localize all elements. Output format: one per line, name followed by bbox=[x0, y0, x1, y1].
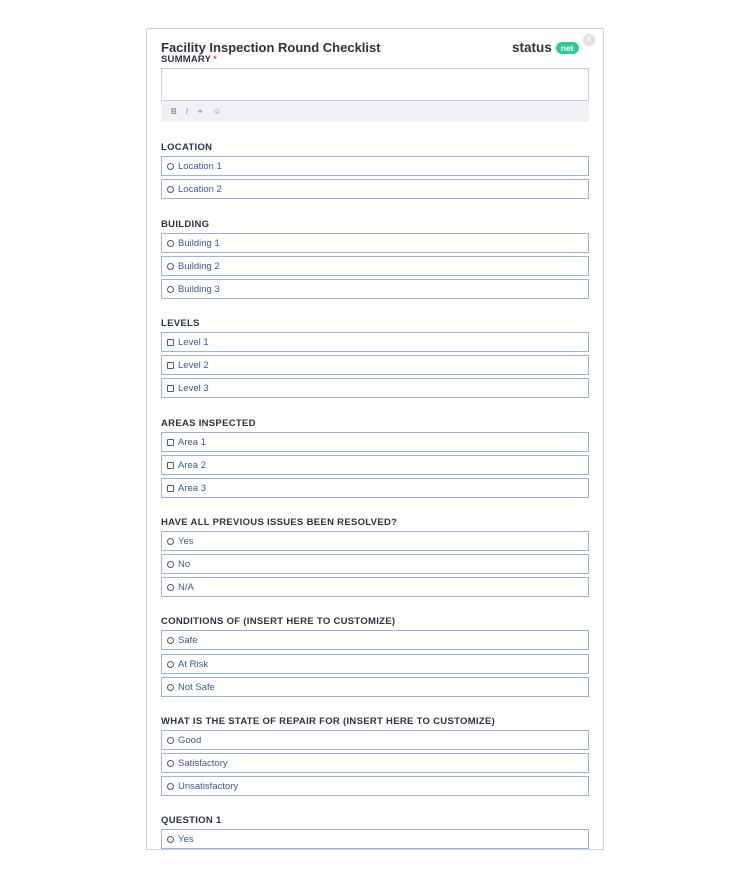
option-level-3[interactable] bbox=[161, 378, 589, 398]
option-resolved-na[interactable] bbox=[161, 577, 589, 597]
option-label: Satisfactory bbox=[178, 757, 228, 769]
option-label: Yes bbox=[178, 833, 194, 845]
brand-logo bbox=[512, 40, 579, 55]
option-repair-unsatisfactory[interactable] bbox=[161, 776, 589, 796]
summary-label bbox=[161, 54, 217, 65]
option-condition-at-risk[interactable] bbox=[161, 654, 589, 674]
section-building-label: BUILDING bbox=[161, 219, 210, 230]
radio-icon bbox=[167, 561, 174, 568]
option-label: Area 1 bbox=[178, 436, 206, 448]
option-label: Safe bbox=[178, 634, 198, 646]
option-label: Level 3 bbox=[178, 382, 209, 394]
section-levels-label: LEVELS bbox=[161, 318, 200, 329]
radio-icon bbox=[167, 760, 174, 767]
section-repair-label: WHAT IS THE STATE OF REPAIR FOR (INSERT HERE TO CUSTOMIZE) bbox=[161, 716, 496, 727]
option-level-1[interactable] bbox=[161, 332, 589, 352]
option-label: At Risk bbox=[178, 658, 209, 670]
option-area-3[interactable] bbox=[161, 478, 589, 498]
option-label: No bbox=[178, 558, 191, 570]
option-label: Not Safe bbox=[178, 681, 215, 693]
section-location-label: LOCATION bbox=[161, 142, 213, 153]
radio-icon bbox=[167, 263, 174, 270]
option-label: Area 3 bbox=[178, 482, 206, 494]
option-label: Unsatisfactory bbox=[178, 780, 239, 792]
option-label: Building 3 bbox=[178, 283, 220, 295]
section-conditions-label: CONDITIONS OF (INSERT HERE TO CUSTOMIZE) bbox=[161, 616, 396, 627]
checkbox-icon bbox=[167, 362, 174, 369]
option-building-1[interactable] bbox=[161, 233, 589, 253]
summary-input[interactable] bbox=[161, 68, 589, 101]
link-icon[interactable]: ⚭ bbox=[197, 107, 204, 116]
option-area-2[interactable] bbox=[161, 455, 589, 475]
radio-icon bbox=[167, 186, 174, 193]
option-location-2[interactable] bbox=[161, 179, 589, 199]
form-title: Facility Inspection Round Checklist bbox=[161, 40, 381, 55]
option-resolved-yes[interactable] bbox=[161, 531, 589, 551]
emoji-icon[interactable]: ☺ bbox=[212, 107, 221, 116]
option-level-2[interactable] bbox=[161, 355, 589, 375]
radio-icon bbox=[167, 240, 174, 247]
radio-icon bbox=[167, 661, 174, 668]
brand-pill: net bbox=[556, 42, 579, 54]
option-repair-satisfactory[interactable] bbox=[161, 753, 589, 773]
checkbox-icon bbox=[167, 439, 174, 446]
brand-word: status bbox=[512, 40, 552, 55]
option-building-3[interactable] bbox=[161, 279, 589, 299]
option-repair-good[interactable] bbox=[161, 730, 589, 750]
close-icon[interactable]: × bbox=[583, 34, 595, 46]
radio-icon bbox=[167, 836, 174, 843]
option-label: Good bbox=[178, 734, 202, 746]
section-resolved-label: HAVE ALL PREVIOUS ISSUES BEEN RESOLVED? bbox=[161, 517, 398, 528]
radio-icon bbox=[167, 538, 174, 545]
radio-icon bbox=[167, 684, 174, 691]
bold-icon[interactable]: B bbox=[171, 107, 177, 116]
radio-icon bbox=[167, 737, 174, 744]
option-label: N/A bbox=[178, 581, 194, 593]
option-label: Yes bbox=[178, 535, 194, 547]
radio-icon bbox=[167, 163, 174, 170]
option-label: Area 2 bbox=[178, 459, 206, 471]
radio-icon bbox=[167, 783, 174, 790]
option-question1-yes[interactable] bbox=[161, 829, 589, 849]
option-resolved-no[interactable] bbox=[161, 554, 589, 574]
option-location-1[interactable] bbox=[161, 156, 589, 176]
option-label: Building 2 bbox=[178, 260, 220, 272]
checkbox-icon bbox=[167, 385, 174, 392]
section-areas-label: AREAS INSPECTED bbox=[161, 418, 256, 429]
radio-icon bbox=[167, 286, 174, 293]
checkbox-icon bbox=[167, 462, 174, 469]
radio-icon bbox=[167, 584, 174, 591]
option-label: Location 2 bbox=[178, 183, 222, 195]
option-label: Building 1 bbox=[178, 237, 220, 249]
option-label: Level 2 bbox=[178, 359, 209, 371]
option-area-1[interactable] bbox=[161, 432, 589, 452]
option-label: Location 1 bbox=[178, 160, 222, 172]
italic-icon[interactable]: I bbox=[185, 107, 189, 116]
checkbox-icon bbox=[167, 339, 174, 346]
section-question1-label: QUESTION 1 bbox=[161, 815, 222, 826]
checkbox-icon bbox=[167, 485, 174, 492]
radio-icon bbox=[167, 637, 174, 644]
required-marker: * bbox=[213, 54, 218, 65]
option-label: Level 1 bbox=[178, 336, 209, 348]
option-building-2[interactable] bbox=[161, 256, 589, 276]
summary-label-text: SUMMARY bbox=[161, 54, 212, 65]
option-condition-safe[interactable] bbox=[161, 630, 589, 650]
option-condition-not-safe[interactable] bbox=[161, 677, 589, 697]
editor-toolbar bbox=[161, 101, 589, 122]
